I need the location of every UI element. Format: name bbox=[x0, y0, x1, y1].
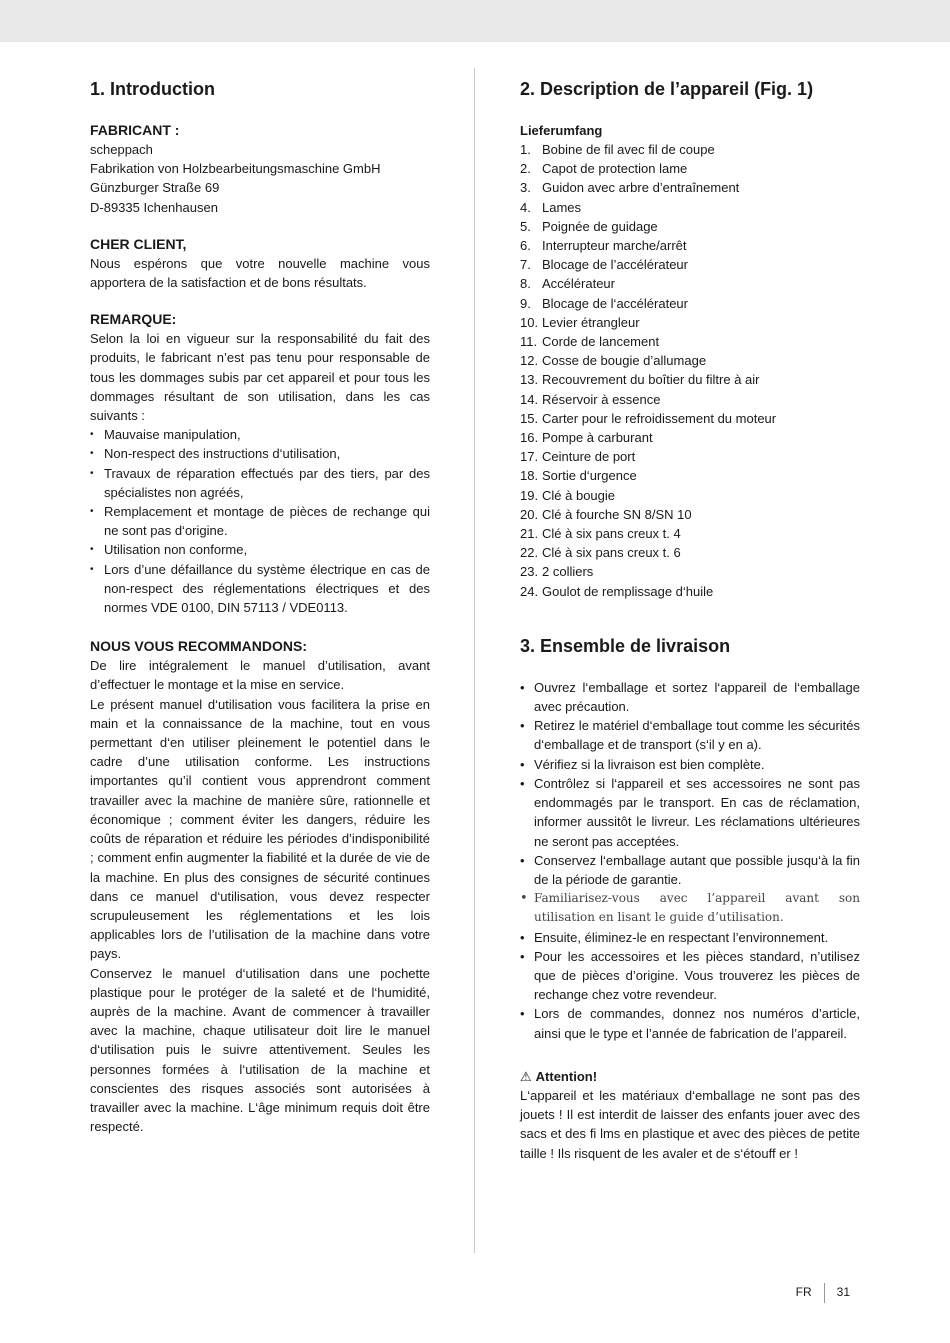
list-item bbox=[520, 294, 860, 313]
manufacturer-line: scheppach bbox=[90, 142, 153, 157]
item-label: Clé à fourche SN 8/SN 10 bbox=[542, 506, 692, 522]
delivery-list bbox=[520, 678, 860, 1043]
item-number: 18. bbox=[520, 468, 539, 484]
item-number: 6. bbox=[520, 238, 531, 254]
list-item: • Lors d’une défaillance du système électrique en cas de non-respect des réglementations électriques et des normes VDE 0100, DIN 57113 / VDE0113. bbox=[90, 560, 430, 618]
list-item bbox=[520, 236, 860, 255]
recommend-block bbox=[90, 637, 430, 1136]
section-title-introduction: 1. Introduction bbox=[90, 79, 215, 99]
list-item: • Contrôlez si l‘appareil et ses accessoires ne sont pas endommagés par le transport. En cas de réclamation, informer aussitôt le livreur. Les réclamations ultérieures ne seront pas acceptées. bbox=[520, 774, 860, 851]
item-number: 23. bbox=[520, 564, 539, 580]
list-item bbox=[520, 198, 860, 217]
remark-list bbox=[90, 425, 430, 617]
item-label: Blocage de l‘accélérateur bbox=[542, 295, 688, 311]
manufacturer-heading: FABRICANT : bbox=[90, 122, 180, 138]
item-label: Interrupteur marche/arrêt bbox=[542, 238, 687, 254]
recommend-paragraph: Conservez le manuel d‘utilisation dans une pochette plastique pour le protéger de la saleté et de l‘humidité, auprès de la machine. Avant de commencer à travailler avec la machine, chaque utilisateur doit lire le manuel d‘utilisation puis le suivre attentivement. Seules les personnes formées à l‘utilisation de la machine et conscientes des risques associés sont autorisées à travailler avec la machine. L‘âge minimum requis doit être respecté. bbox=[90, 965, 430, 1135]
list-item bbox=[520, 332, 860, 351]
list-item: • Travaux de réparation effectués par des tiers, par des spécialistes non agréés, bbox=[90, 464, 430, 502]
item-number: 16. bbox=[520, 430, 539, 446]
item-label: Goulot de remplissage d‘huile bbox=[542, 583, 714, 599]
item-label: Clé à six pans creux t. 4 bbox=[542, 526, 681, 542]
list-item: • Utilisation non conforme, bbox=[90, 540, 430, 559]
item-label: Poignée de guidage bbox=[542, 218, 658, 234]
section-title-delivery: 3. Ensemble de livraison bbox=[520, 635, 731, 656]
list-item: • Non-respect des instructions d‘utilisation, bbox=[90, 444, 430, 463]
item-number: 24. bbox=[520, 583, 539, 599]
item-number: 15. bbox=[520, 410, 539, 426]
list-item bbox=[520, 140, 860, 159]
item-label: Pompe à carburant bbox=[542, 430, 653, 446]
item-label: Cosse de bougie d’allumage bbox=[542, 353, 707, 369]
dear-customer-heading: CHER CLIENT, bbox=[90, 235, 187, 252]
item-label: Ceinture de port bbox=[542, 449, 636, 465]
manufacturer-line: Günzburger Straße 69 bbox=[90, 180, 220, 196]
item-number: 12. bbox=[520, 353, 539, 369]
item-number: 7. bbox=[520, 257, 531, 273]
item-label: Levier étrangleur bbox=[542, 314, 640, 330]
item-number: 10. bbox=[520, 314, 539, 330]
list-item bbox=[520, 447, 860, 466]
list-item bbox=[520, 274, 860, 293]
manufacturer-block bbox=[90, 121, 430, 217]
list-item: • Vérifiez si la livraison est bien complète. bbox=[520, 755, 860, 774]
list-item bbox=[520, 313, 860, 332]
item-label: Sortie d‘urgence bbox=[542, 468, 637, 484]
dear-customer-block bbox=[90, 235, 430, 292]
item-label: Clé à bougie bbox=[542, 487, 615, 503]
item-label: Réservoir à essence bbox=[542, 391, 661, 407]
item-number: 2. bbox=[520, 161, 531, 177]
item-label: Capot de protection lame bbox=[542, 161, 688, 177]
item-label: Lames bbox=[542, 199, 582, 215]
list-item bbox=[520, 428, 860, 447]
list-item bbox=[520, 370, 860, 389]
right-column bbox=[520, 76, 860, 1163]
item-number: 19. bbox=[520, 487, 539, 503]
top-bar bbox=[0, 0, 950, 42]
column-divider bbox=[474, 68, 475, 1253]
left-column bbox=[90, 76, 430, 1154]
list-item bbox=[520, 543, 860, 562]
recommend-heading: NOUS VOUS RECOMMANDONS: bbox=[90, 638, 308, 655]
list-item bbox=[520, 159, 860, 178]
item-label: Carter pour le refroidissement du moteur bbox=[542, 410, 777, 426]
recommend-paragraph: De lire intégralement le manuel d’utilisation, avant d’effectuer le montage et la mise en service. bbox=[90, 658, 430, 693]
list-item bbox=[520, 562, 860, 581]
list-item bbox=[520, 505, 860, 524]
warning-icon: ⚠ bbox=[520, 1068, 532, 1084]
list-item: • Remplacement et montage de pièces de rechange qui ne sont pas d‘origine. bbox=[90, 502, 430, 540]
attention-text: L‘appareil et les matériaux d‘emballage ne sont pas des jouets ! Il est interdit de laisser des enfants jouer avec des sacs et des fi lms en plastique et avec des pièces de petite taille ! Ils risquent de les avaler et de s‘étouff er ! bbox=[520, 1087, 860, 1161]
item-label: Clé à six pans creux t. 6 bbox=[542, 545, 681, 561]
list-item: • Familiarisez-vous avec l’appareil avant son utilisation en lisant le guide d’utilisation. bbox=[520, 889, 860, 927]
attention-heading-row bbox=[520, 1067, 860, 1086]
parts-list bbox=[520, 140, 860, 601]
item-number: 13. bbox=[520, 372, 539, 388]
list-item bbox=[520, 486, 860, 505]
list-item: • Ouvrez l‘emballage et sortez l‘appareil de l‘emballage avec précaution. bbox=[520, 678, 860, 716]
item-label: Blocage de l’accélérateur bbox=[542, 257, 688, 273]
list-item: • Mauvaise manipulation, bbox=[90, 425, 430, 444]
remark-heading: REMARQUE: bbox=[90, 311, 177, 328]
recommend-paragraph: Le présent manuel d‘utilisation vous facilitera la prise en main et la connaissance de la machine, tout en vous permettant d‘en utiliser pleinement le potentiel dans le cadre d’une utilisation conforme. Les instructions importantes qu’il contient vous apprendront comment travailler avec la machine de manière sûre, rationnelle et économique ; comment éviter les dangers, réduire les coûts de réparation et réduire les périodes d’indisponibilité ; comment enfin augmenter la fiabilité et la durée de vie de la machine. En plus des consignes de sécurité continues dans ce manuel d‘utilisation, vous devez respecter scrupuleusement les réglementations et les lois applicables lors de l’utilisation de la machine dans votre pays. bbox=[90, 696, 430, 962]
list-item bbox=[520, 178, 860, 197]
manufacturer-line: Fabrikation von Holzbearbeitungsmaschine GmbH bbox=[90, 161, 381, 177]
page-footer bbox=[796, 1283, 850, 1303]
dear-customer-text: Nous espérons que votre nouvelle machine vous apportera de la satisfaction et de bons résultats. bbox=[90, 255, 430, 291]
list-item: • Conservez l‘emballage autant que possible jusqu‘à la fin de la période de garantie. bbox=[520, 851, 860, 889]
item-number: 5. bbox=[520, 218, 531, 234]
list-item bbox=[520, 351, 860, 370]
list-item bbox=[520, 466, 860, 485]
item-number: 4. bbox=[520, 199, 531, 215]
item-label: Bobine de fil avec fil de coupe bbox=[542, 142, 715, 157]
remark-block bbox=[90, 310, 430, 617]
list-item bbox=[520, 390, 860, 409]
remark-text: Selon la loi en vigueur sur la responsabilité du fait des produits, le fabricant n’est pas tenu pour responsable de tous les dommages subis par cet appareil et pour tous les dommages résultant de son utilisation, dans les cas suivants : bbox=[90, 331, 430, 424]
item-number: 14. bbox=[520, 391, 539, 407]
manufacturer-line: D-89335 Ichenhausen bbox=[90, 199, 218, 215]
list-item: • Ensuite, éliminez-le en respectant l’environnement. bbox=[520, 928, 860, 947]
list-item: • Retirez le matériel d‘emballage tout comme les sécurités d‘emballage et de transport (s‘il y en a). bbox=[520, 716, 860, 754]
list-item bbox=[520, 582, 860, 601]
item-number: 3. bbox=[520, 180, 531, 196]
item-label: Guidon avec arbre d’entraînement bbox=[542, 180, 740, 196]
scope-heading: Lieferumfang bbox=[520, 123, 603, 138]
attention-heading: Attention! bbox=[535, 1068, 598, 1084]
list-item: • Pour les accessoires et les pièces standard, n’utilisez que de pièces d’origine. Vous trouverez les pièces de rechange chez votre revendeur. bbox=[520, 947, 860, 1005]
item-number: 8. bbox=[520, 276, 531, 292]
item-number: 11. bbox=[520, 334, 538, 350]
list-item: • Lors de commandes, donnez nos numéros d’article, ainsi que le type et l’année de fabrication de l’appareil. bbox=[520, 1004, 860, 1042]
item-number: 21. bbox=[520, 526, 539, 542]
item-number: 17. bbox=[520, 449, 539, 465]
item-label: Recouvrement du boîtier du filtre à air bbox=[542, 372, 760, 388]
page-number: 31 bbox=[836, 1285, 850, 1300]
language-code: FR bbox=[795, 1285, 812, 1300]
item-number: 22. bbox=[520, 545, 539, 561]
item-number: 1. bbox=[520, 142, 531, 157]
item-number: 9. bbox=[520, 295, 531, 311]
list-item bbox=[520, 409, 860, 428]
list-item bbox=[520, 524, 860, 543]
item-label: Corde de lancement bbox=[542, 334, 660, 350]
list-item bbox=[520, 255, 860, 274]
list-item bbox=[520, 217, 860, 236]
item-label: 2 colliers bbox=[542, 564, 594, 580]
item-label: Accélérateur bbox=[542, 276, 615, 292]
section-title-description: 2. Description de l’appareil (Fig. 1) bbox=[520, 79, 814, 99]
item-number: 20. bbox=[520, 506, 539, 522]
